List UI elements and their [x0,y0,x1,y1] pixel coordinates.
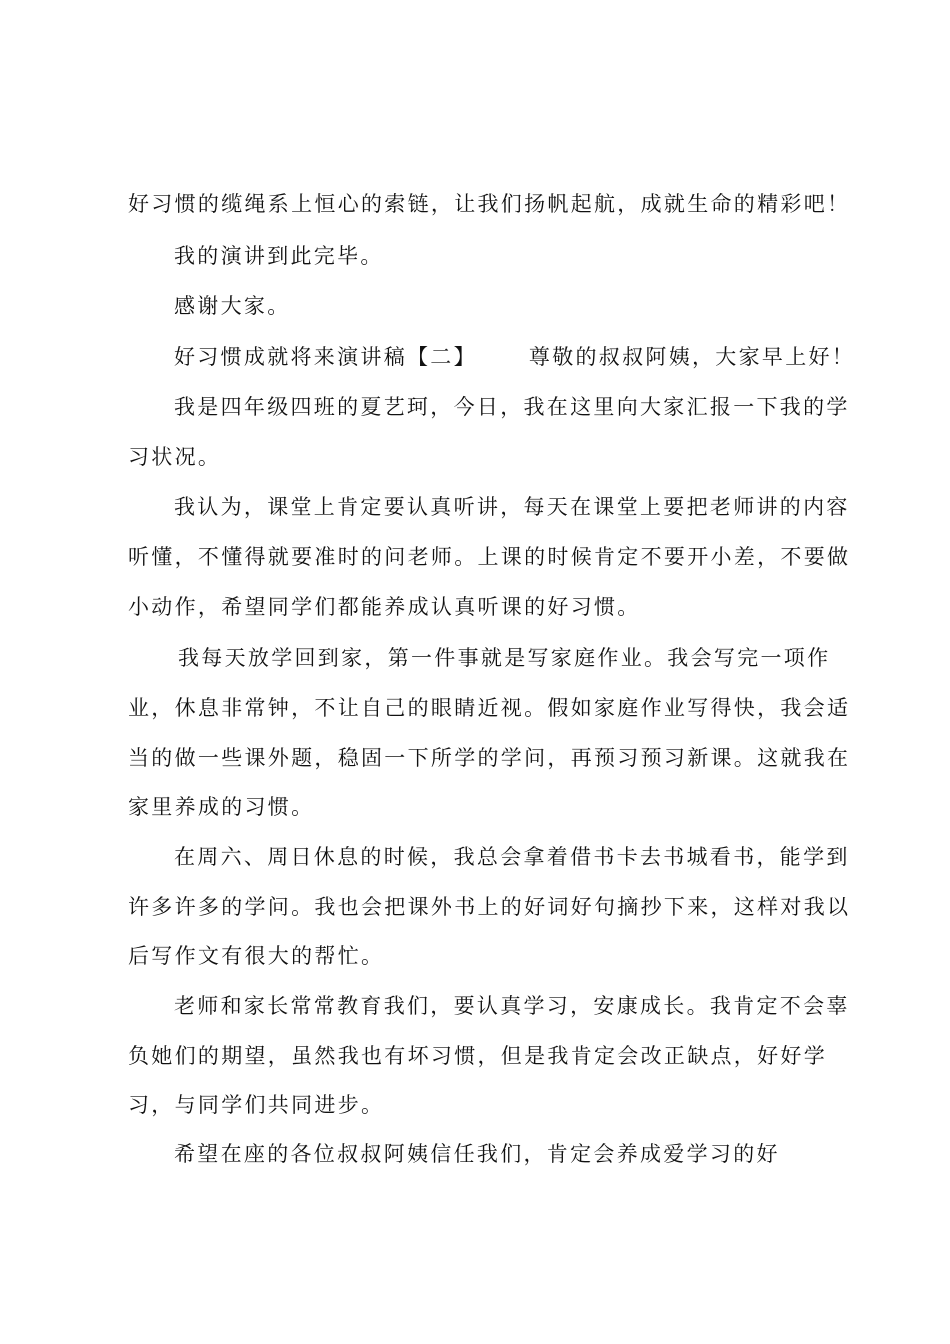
paragraph-line: 希望在座的各位叔叔阿姨信任我们，肯定会养成爱学习的好 [174,1142,780,1166]
paragraph-line: 我每天放学回到家，第一件事就是写家庭作业。我会写完一项作 [178,646,831,670]
paragraph-line: 感谢大家。 [174,294,291,318]
paragraph-line: 当的做一些课外题，稳固一下所学的学问，再预习预习新课。这就我在 [128,746,851,770]
paragraph-line: 习状况。 [128,445,222,469]
paragraph-line: 好习惯的缆绳系上恒心的索链，让我们扬帆起航，成就生命的精彩吧！ [128,192,851,216]
paragraph-line: 小动作，希望同学们都能养成认真听课的好习惯。 [128,595,641,619]
greeting: 尊敬的叔叔阿姨，大家早上好！ [528,345,856,369]
paragraph-line: 家里养成的习惯。 [128,795,315,819]
paragraph-line: 听懂，不懂得就要准时的问老师。上课的时候肯定不要开小差，不要做 [128,545,851,569]
paragraph-line: 我的演讲到此完毕。 [174,244,384,268]
paragraph-line: 业，休息非常钟，不让自己的眼睛近视。假如家庭作业写得快，我会适 [128,696,851,720]
paragraph-line: 许多许多的学问。我也会把课外书上的好词好句摘抄下来，这样对我以 [128,895,851,919]
paragraph-line: 我认为，课堂上肯定要认真听讲，每天在课堂上要把老师讲的内容 [174,495,850,519]
paragraph-line: 负她们的期望，虽然我也有坏习惯，但是我肯定会改正缺点，好好学 [128,1044,827,1068]
section-heading-line [174,344,856,370]
paragraph-line: 后写作文有很大的帮忙。 [128,944,385,968]
section-title: 好习惯成就将来演讲稿【二】 [174,345,477,369]
paragraph-line: 我是四年级四班的夏艺珂，今日，我在这里向大家汇报一下我的学 [174,395,850,419]
paragraph-line: 老师和家长常常教育我们，要认真学习，安康成长。我肯定不会辜 [174,994,850,1018]
paragraph-line: 习，与同学们共同进步。 [128,1093,385,1117]
paragraph-line: 在周六、周日休息的时候，我总会拿着借书卡去书城看书，能学到 [174,845,850,869]
